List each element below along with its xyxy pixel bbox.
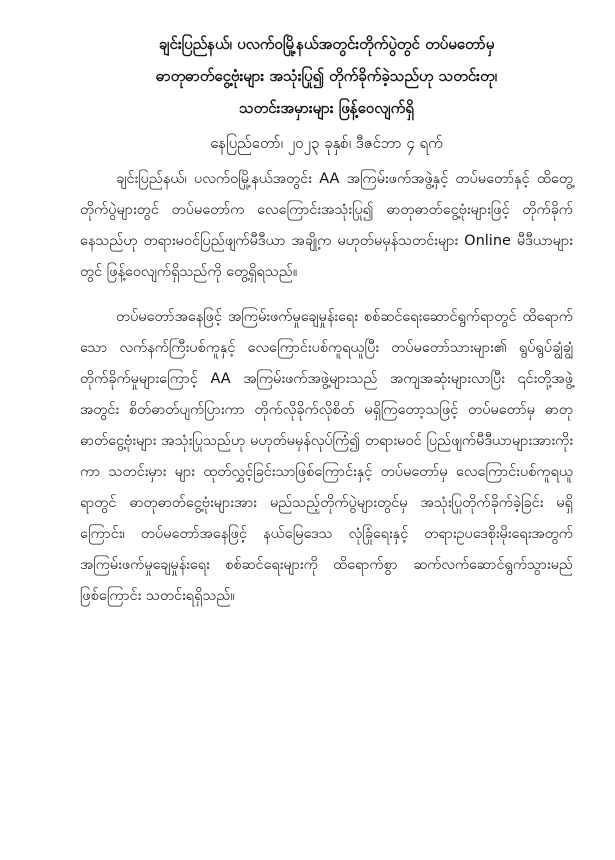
dateline: နေပြည်တော်၊ ၂၀၂၃ ခုနှစ်၊ ဒီဇင်ဘာ ၄ ရက် (210, 134, 443, 152)
headline-line-2: ဓာတုဓာတ်ငွေ့ဗုံးများ အသုံးပြု၍ တိုက်ခိုက်ခဲ့သည်ဟု သတင်းတု၊ (156, 67, 497, 85)
body-paragraph-1: ချင်းပြည်နယ်၊ ပလက်ဝမြို့နယ်အတွင်း AA အကြမ်းဖက်အဖွဲ့နှင့် တပ်မတော်နှင့် ထိတွေ့တိုက်ပွဲများတွင် တပ်မတော်က လေကြောင်းအသုံးပြု၍ ဓာတုဓာတ်ငွေ့ဗုံးများဖြင့် တိုက်ခိုက်နေသည်ဟု တရားမဝင်ပြည်ဖျက်မီဒီယာ အချို့က မဟုတ်မမှန်သတင်းများ Online မီဒီယာများတွင် ဖြန့်ဝေလျက်ရှိသည်ကို တွေ့ရှိရသည်။ (80, 171, 573, 280)
body-paragraph-2: တပ်မတော်အနေဖြင့် အကြမ်းဖက်မှုချေမှုန်းရေး စစ်ဆင်ရေးဆောင်ရွက်ရာတွင် ထိရောက်သော လက်နက်ကြီးပစ်ကူနှင့် လေကြောင်းပစ်ကူရယူပြီး တပ်မတော်သားများ၏ ရွပ်ရွပ်ချွံချွံတိုက်ခိုက်မှုများကြောင့် AA အကြမ်းဖက်အဖွဲ့များသည် အကျအဆုံးများလာပြီး ၎င်းတို့အဖွဲ့အတွင်း စိတ်ဓာတ်ပျက်ပြားကာ တိုက်လိုခိုက်လိုစိတ် မရှိကြတော့သဖြင့် တပ်မတော်မှ ဓာတုဓာတ်ငွေ့ဗုံးများ အသုံးပြုသည်ဟု မဟုတ်မမှန်လုပ်ကြံ၍ တရားမဝင် ပြည်ဖျက်မီဒီယာများအားကိုးကာ သတင်းမှား များ ထုတ်လွှင့်ခြင်းသာဖြစ်ကြောင်းနှင့် တပ်မတော်မှ လေကြောင်းပစ်ကူရယူရာတွင် ဓာတုဓာတ်ငွေ့ဗုံးများအား မည်သည့်တိုက်ပွဲများတွင်မှ အသုံးပြုတိုက်ခိုက်ခဲ့ခြင်း မရှိကြောင်း၊ တပ်မတော်အနေဖြင့် နယ်မြေဒေသ လုံခြုံရေးနှင့် တရားဥပဒေစိုးမိုးရေးအတွက် အကြမ်းဖက်မှုချေမှုန်းရေး စစ်ဆင်ရေးများကို ထိရောက်စွာ ဆက်လက်ဆောင်ရွက်သွားမည်ဖြစ်ကြောင်း သတင်းရရှိသည်။ (80, 309, 573, 604)
headline (80, 28, 573, 124)
headline-line-3: သတင်းအမှားများ ဖြန့်ဝေလျက်ရှိ (239, 99, 414, 117)
headline-line-1: ချင်းပြည်နယ်၊ ပလက်ဝမြို့နယ်အတွင်းတိုက်ပွဲတွင် တပ်မတော်မှ (158, 35, 495, 53)
